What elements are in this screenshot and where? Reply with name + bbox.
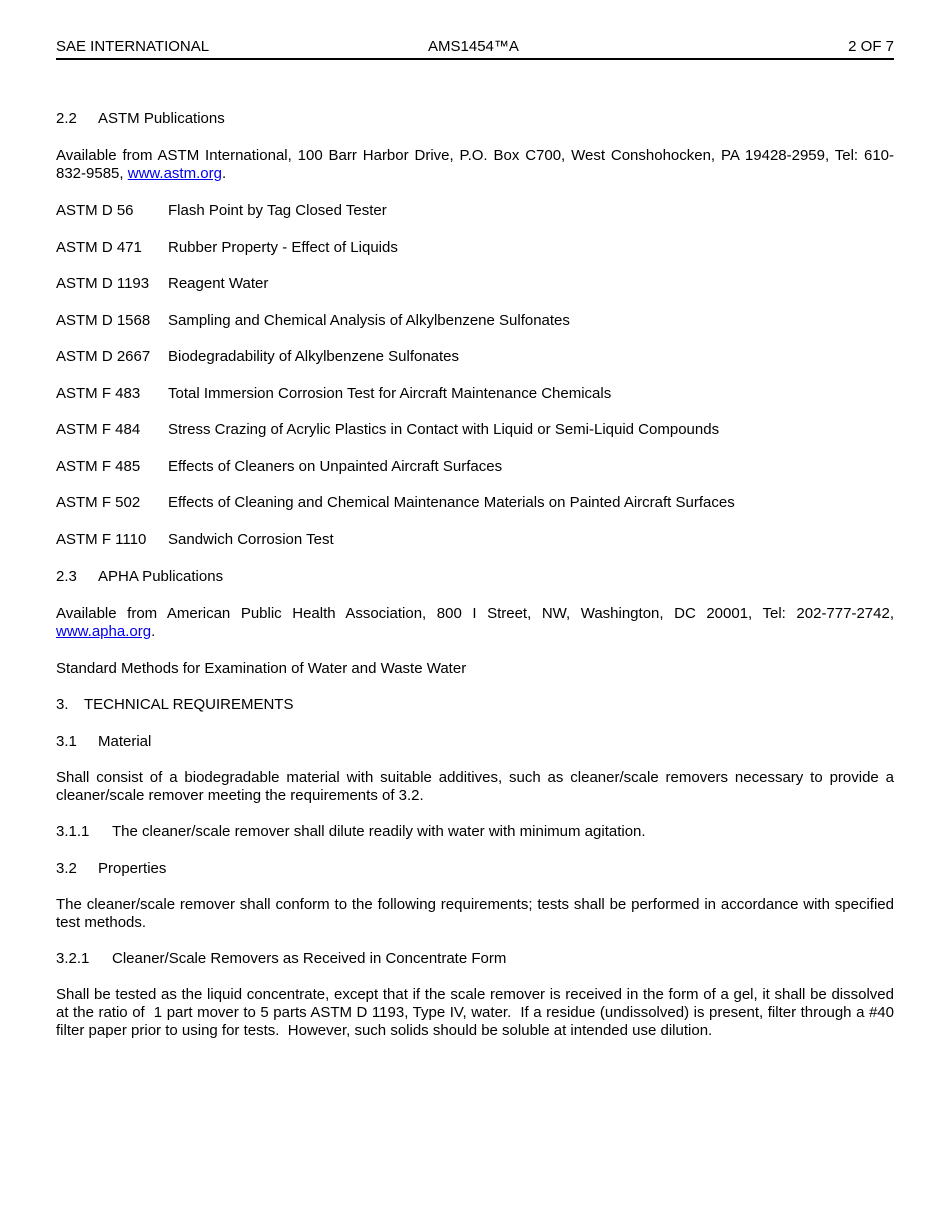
section-number: 3.2	[56, 859, 77, 877]
section-title: Properties	[98, 859, 167, 877]
astm-availability-paragraph	[56, 147, 894, 183]
reference-code: ASTM D 56	[56, 202, 134, 219]
section-3-heading	[56, 696, 894, 714]
section-number: 3.2.1	[56, 949, 90, 967]
reference-title: Sandwich Corrosion Test	[168, 530, 334, 548]
section-number: 3.	[56, 695, 69, 713]
reference-title: Rubber Property - Effect of Liquids	[168, 238, 398, 256]
header-page-number: 2 OF 7	[848, 38, 894, 55]
reference-code: ASTM D 2667	[56, 348, 151, 365]
standard-methods-reference: Standard Methods for Examination of Water and Waste Water	[56, 659, 467, 677]
astm-reference-list	[56, 202, 894, 549]
reference-item	[56, 531, 894, 549]
apha-availability-end: .	[151, 622, 156, 640]
section-2-2-heading	[56, 110, 894, 128]
reference-item	[56, 275, 894, 293]
reference-item	[56, 385, 894, 403]
section-3-1-1-heading	[56, 823, 894, 841]
reference-item	[56, 348, 894, 366]
reference-code: ASTM F 1110	[56, 530, 147, 548]
reference-item	[56, 312, 894, 330]
reference-code: ASTM F 485	[56, 457, 141, 475]
section-title: The cleaner/scale remover shall dilute readily with water with minimum agitation.	[112, 822, 646, 840]
section-3-2-heading	[56, 860, 894, 878]
header-document-id: AMS1454™A	[428, 38, 519, 55]
reference-item	[56, 239, 894, 257]
apha-availability-text: Available from American Public Health Association, 800 I Street, NW, Washington, DC 20001, Tel: 202-777-2742,	[56, 604, 894, 622]
section-3-2-text: The cleaner/scale remover shall conform to the following requirements; tests shall be performed in accordance with specified test methods.	[56, 895, 894, 931]
section-number: 2.2	[56, 110, 77, 127]
apha-link[interactable]: www.apha.org	[56, 622, 152, 640]
section-title: Cleaner/Scale Removers as Received in Concentrate Form	[112, 949, 507, 967]
section-title: Material	[98, 732, 152, 750]
reference-code: ASTM D 1193	[56, 275, 150, 292]
header-organization: SAE INTERNATIONAL	[56, 38, 210, 55]
reference-title: Biodegradability of Alkylbenzene Sulfonates	[168, 348, 460, 365]
section-3-2-1-heading	[56, 950, 894, 968]
reference-item	[56, 202, 894, 220]
page-header	[56, 38, 894, 60]
reference-title: Reagent Water	[168, 275, 269, 292]
section-3-1-heading	[56, 733, 894, 751]
section-title: TECHNICAL REQUIREMENTS	[84, 695, 294, 713]
reference-code: ASTM F 483	[56, 384, 141, 402]
reference-title: Effects of Cleaners on Unpainted Aircraft Surfaces	[168, 457, 503, 475]
section-3-1-text: Shall consist of a biodegradable material with suitable additives, such as cleaner/scale removers necessary to provide a cleaner/scale remover meeting the requirements of 3.2.	[56, 768, 894, 804]
apha-availability-paragraph	[56, 605, 894, 641]
astm-availability-end: .	[221, 165, 227, 182]
reference-title: Sampling and Chemical Analysis of Alkylbenzene Sulfonates	[168, 311, 570, 329]
reference-item	[56, 421, 894, 439]
section-2-3-heading	[56, 568, 894, 586]
astm-availability-text: Available from ASTM International, 100 Barr Harbor Drive, P.O. Box C700, West Conshohocken, PA 19428-2959, Tel: 610-832-9585,	[56, 147, 894, 182]
document-body	[56, 110, 899, 1040]
section-title: ASTM Publications	[98, 110, 225, 127]
section-number: 3.1	[56, 732, 77, 750]
reference-title: Stress Crazing of Acrylic Plastics in Contact with Liquid or Semi-Liquid Compounds	[168, 421, 720, 438]
reference-item	[56, 458, 894, 476]
reference-code: ASTM F 484	[56, 421, 141, 438]
reference-title: Total Immersion Corrosion Test for Aircraft Maintenance Chemicals	[168, 384, 612, 402]
astm-link[interactable]: www.astm.org	[127, 165, 222, 182]
section-3-2-1-text: Shall be tested as the liquid concentrate, except that if the scale remover is received in the form of a gel, it shall be dissolved at the ratio of 1 part mover to 5 parts ASTM D 1193, Type IV, water. If a residue (undissolved) is present, filter through a #40 filter paper prior to using for tests. However, such solids should be soluble at intended use dilution.	[56, 985, 899, 1039]
reference-code: ASTM D 471	[56, 238, 142, 256]
section-number: 3.1.1	[56, 822, 90, 840]
reference-code: ASTM D 1568	[56, 311, 151, 329]
reference-title: Effects of Cleaning and Chemical Maintenance Materials on Painted Aircraft Surfaces	[168, 494, 735, 511]
section-title: APHA Publications	[98, 567, 224, 585]
reference-item	[56, 494, 894, 512]
section-number: 2.3	[56, 567, 77, 585]
reference-title: Flash Point by Tag Closed Tester	[168, 202, 387, 219]
reference-code: ASTM F 502	[56, 494, 141, 511]
